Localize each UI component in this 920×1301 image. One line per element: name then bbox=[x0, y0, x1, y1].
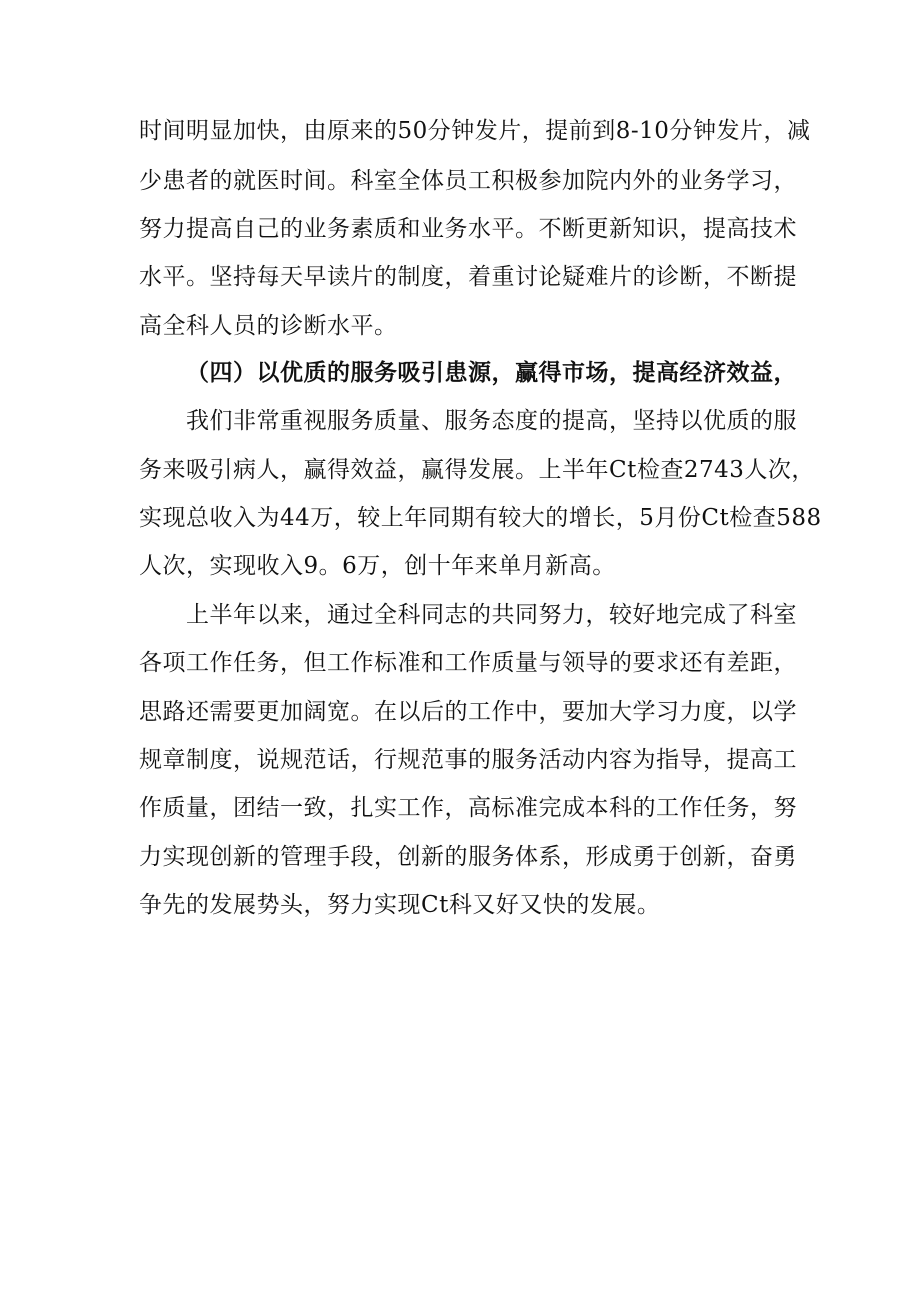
paragraph-1-line-3: 努力提高自己的业务素质和业务水平。不断更新知识，提高技术 bbox=[139, 216, 797, 242]
paragraph-1-line-1: 时间明显加快，由原来的50分钟发片，提前到8-10分钟发片，减 bbox=[139, 118, 811, 144]
paragraph-2-line-3: 实现总收入为44万，较上年同期有较大的增长，5月份Ct检查588 bbox=[139, 505, 822, 531]
paragraph-2-line-4: 人次，实现收入9。6万，创十年来单月新高。 bbox=[139, 553, 616, 579]
paragraph-3-line-6: 力实现创新的管理手段，创新的服务体系，形成勇于创新，奋勇 bbox=[139, 844, 797, 870]
paragraph-2-line-2: 务来吸引病人，赢得效益，赢得发展。上半年Ct检查2743人次， bbox=[139, 457, 815, 483]
paragraph-3-line-4: 规章制度，说规范话，行规范事的服务活动内容为指导，提高工 bbox=[139, 747, 797, 773]
paragraph-1-line-4: 水平。坚持每天早读片的制度，着重讨论疑难片的诊断，不断提 bbox=[139, 264, 797, 290]
paragraph-3-line-2: 各项工作任务，但工作标准和工作质量与领导的要求还有差距， bbox=[139, 650, 797, 676]
paragraph-3-line-7: 争先的发展势头，努力实现Ct科又好又快的发展。 bbox=[139, 892, 661, 918]
paragraph-1-line-5: 高全科人员的诊断水平。 bbox=[139, 313, 398, 339]
paragraph-3-line-1: 上半年以来，通过全科同志的共同努力，较好地完成了科室 bbox=[186, 602, 797, 628]
section-heading-4: （四）以优质的服务吸引患源，赢得市场，提高经济效益， bbox=[186, 359, 797, 386]
paragraph-3-line-3: 思路还需要更加阔宽。在以后的工作中，要加大学习力度，以学 bbox=[139, 699, 797, 725]
paragraph-2-line-1: 我们非常重视服务质量、服务态度的提高，坚持以优质的服 bbox=[186, 408, 797, 434]
paragraph-1-line-2: 少患者的就医时间。科室全体员工积极参加院内外的业务学习， bbox=[139, 168, 797, 194]
paragraph-3-line-5: 作质量，团结一致，扎实工作，高标准完成本科的工作任务，努 bbox=[139, 795, 797, 821]
